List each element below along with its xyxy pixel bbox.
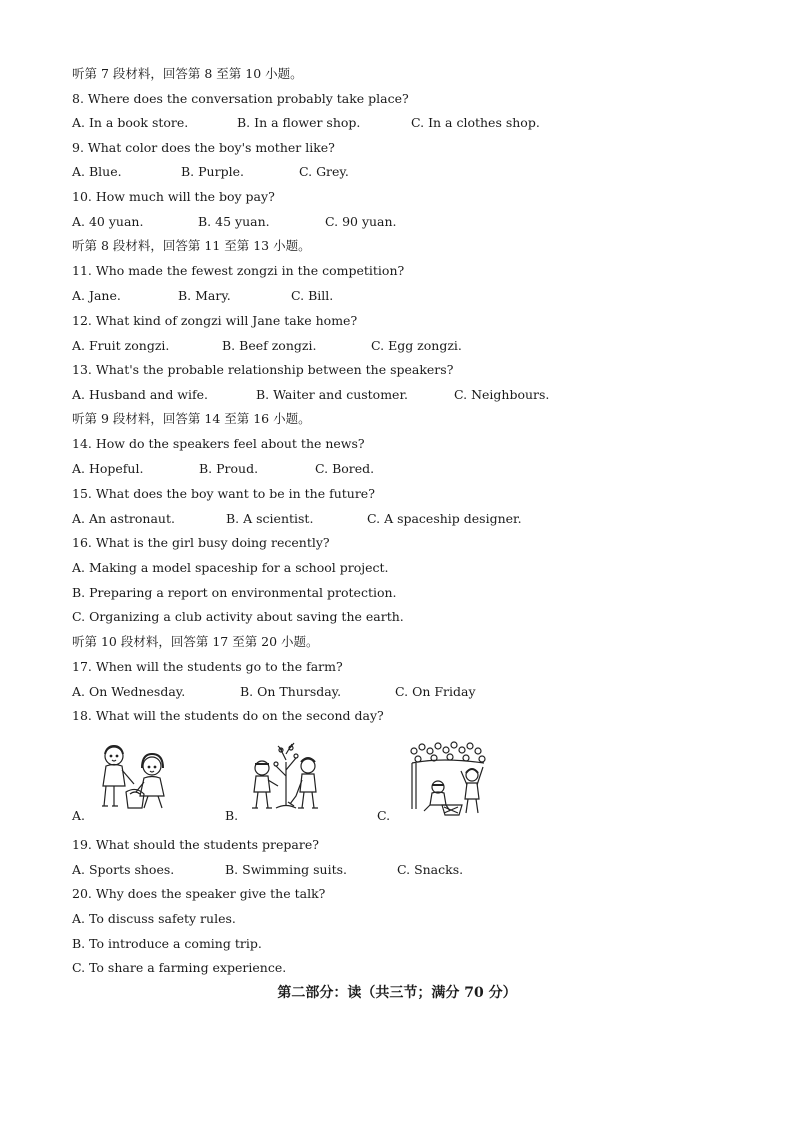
option-8a[interactable]: A. In a book store. [72, 115, 189, 130]
picture-planting-tree-icon[interactable] [246, 740, 326, 818]
option-10c[interactable]: C. 90 yuan. [325, 214, 397, 229]
section-intro: 听第 8 段材料，回答第 11 至第 13 小题。 [72, 238, 311, 253]
part-two-heading: 第二部分：读（共三节；满分 70 分） [277, 985, 517, 1001]
question-14: 14. How do the speakers feel about the news? [72, 436, 365, 451]
option-12b[interactable]: B. Beef zongzi. [222, 338, 317, 353]
option-11b[interactable]: B. Mary. [178, 288, 231, 303]
option-15b[interactable]: B. A scientist. [226, 511, 314, 526]
option-19b[interactable]: B. Swimming suits. [225, 862, 347, 877]
option-9a[interactable]: A. Blue. [72, 164, 122, 179]
option-15c[interactable]: C. A spaceship designer. [367, 511, 522, 526]
question-15: 15. What does the boy want to be in the future? [72, 486, 375, 501]
option-12a[interactable]: A. Fruit zongzi. [72, 338, 170, 353]
option-17c[interactable]: C. On Friday [395, 684, 476, 699]
section-intro: 听第 10 段材料，回答第 17 至第 20 小题。 [72, 634, 319, 649]
option-9c[interactable]: C. Grey. [299, 164, 349, 179]
section-intro: 听第 9 段材料，回答第 14 至第 16 小题。 [72, 411, 311, 426]
option-18b[interactable]: B. [225, 808, 239, 823]
option-18a[interactable]: A. [72, 808, 86, 823]
question-20: 20. Why does the speaker give the talk? [72, 886, 326, 901]
question-12: 12. What kind of zongzi will Jane take home? [72, 313, 358, 328]
option-13c[interactable]: C. Neighbours. [454, 387, 550, 402]
question-18: 18. What will the students do on the second day? [72, 708, 384, 723]
option-11a[interactable]: A. Jane. [72, 288, 121, 303]
option-17a[interactable]: A. On Wednesday. [72, 684, 186, 699]
option-14a[interactable]: A. Hopeful. [72, 461, 144, 476]
section-intro: 听第 7 段材料，回答第 8 至第 10 小题。 [72, 66, 303, 81]
option-20c[interactable]: C. To share a farming experience. [72, 960, 287, 975]
question-17: 17. When will the students go to the farm? [72, 659, 343, 674]
question-8: 8. Where does the conversation probably take place? [72, 91, 409, 106]
option-8b[interactable]: B. In a flower shop. [237, 115, 361, 130]
option-19a[interactable]: A. Sports shoes. [72, 862, 175, 877]
option-19c[interactable]: C. Snacks. [397, 862, 464, 877]
option-14b[interactable]: B. Proud. [199, 461, 259, 476]
option-16b[interactable]: B. Preparing a report on environmental protection. [72, 585, 397, 600]
option-15a[interactable]: A. An astronaut. [72, 511, 175, 526]
option-18c[interactable]: C. [377, 808, 391, 823]
option-10b[interactable]: B. 45 yuan. [198, 214, 270, 229]
option-20b[interactable]: B. To introduce a coming trip. [72, 936, 262, 951]
question-10: 10. How much will the boy pay? [72, 189, 275, 204]
question-13: 13. What's the probable relationship between the speakers? [72, 362, 454, 377]
option-8c[interactable]: C. In a clothes shop. [411, 115, 540, 130]
option-12c[interactable]: C. Egg zongzi. [371, 338, 462, 353]
option-13b[interactable]: B. Waiter and customer. [256, 387, 409, 402]
question-11: 11. Who made the fewest zongzi in the competition? [72, 263, 405, 278]
option-9b[interactable]: B. Purple. [181, 164, 244, 179]
picture-picking-fruit-icon[interactable] [404, 741, 488, 819]
option-16a[interactable]: A. Making a model spaceship for a school project. [72, 560, 389, 575]
option-14c[interactable]: C. Bored. [315, 461, 375, 476]
option-16c[interactable]: C. Organizing a club activity about saving the earth. [72, 609, 404, 624]
question-9: 9. What color does the boy's mother like? [72, 140, 335, 155]
picture-cooking-icon[interactable] [94, 742, 180, 818]
option-13a[interactable]: A. Husband and wife. [72, 387, 208, 402]
option-10a[interactable]: A. 40 yuan. [72, 214, 144, 229]
question-19: 19. What should the students prepare? [72, 837, 319, 852]
question-16: 16. What is the girl busy doing recently? [72, 535, 330, 550]
option-20a[interactable]: A. To discuss safety rules. [72, 911, 236, 926]
option-17b[interactable]: B. On Thursday. [240, 684, 342, 699]
option-11c[interactable]: C. Bill. [291, 288, 334, 303]
